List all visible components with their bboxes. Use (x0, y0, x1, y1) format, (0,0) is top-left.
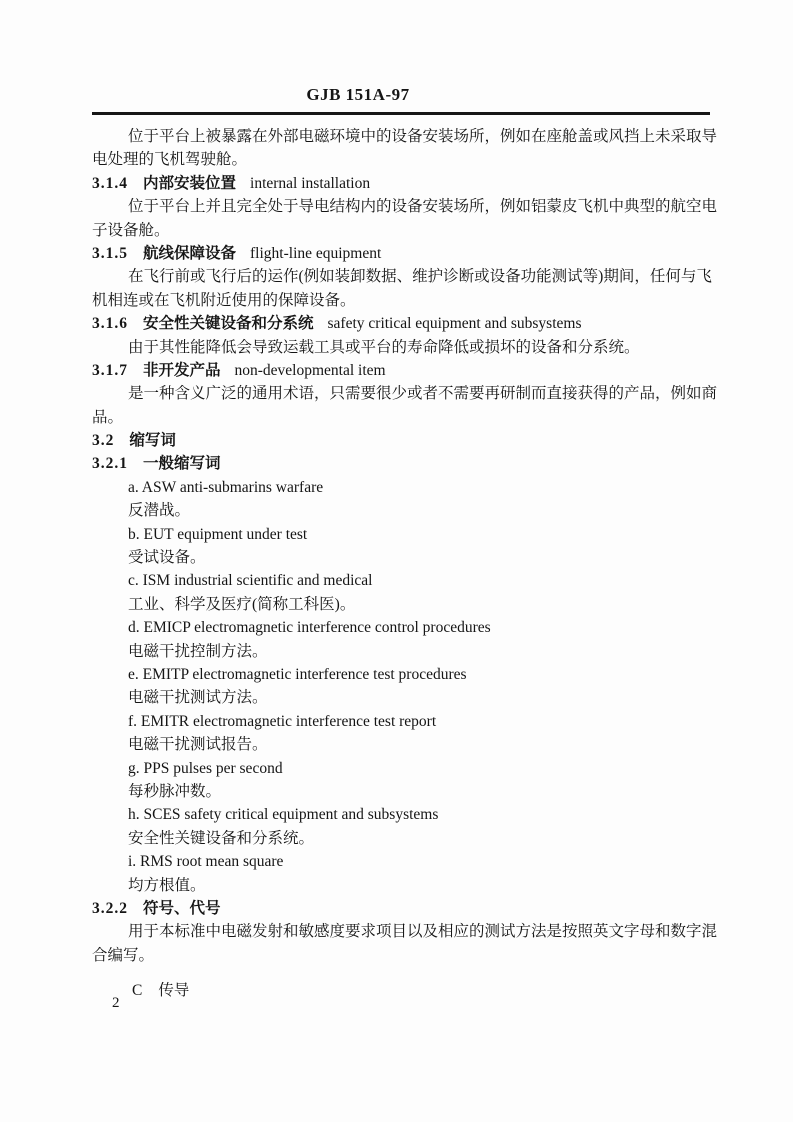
abbreviation-item (92, 663, 724, 710)
paragraph (92, 336, 724, 359)
abbreviation-zh: 每秒脉冲数。 (128, 782, 222, 800)
abbreviation-en: c. ISM industrial scientific and medical (128, 572, 373, 590)
abbreviation-item (92, 476, 724, 523)
clause-number: 3.2 (92, 432, 115, 450)
header-rule (92, 112, 710, 115)
clause-title-zh: 航线保障设备 (143, 244, 237, 262)
paragraph (92, 265, 724, 312)
abbreviation-item (92, 757, 724, 804)
clause-title-en: non-developmental item (234, 361, 386, 379)
abbreviation-item (92, 616, 724, 663)
clause-title-en: internal installation (250, 174, 371, 192)
clause-heading-3-1-6 (92, 312, 724, 335)
paragraph-line: 机相连或在飞机附近使用的保障设备。 (92, 291, 356, 309)
clause-heading-3-2-1 (92, 452, 724, 475)
clause-number: 3.1.6 (92, 315, 128, 333)
abbreviation-item (92, 710, 724, 757)
paragraph-line: 用于本标准中电磁发射和敏感度要求项目以及相应的测试方法是按照英文字母和数字混 (128, 923, 718, 941)
symbol-zh: 传导 (158, 982, 190, 1000)
document-code: GJB 151A-97 (306, 85, 410, 104)
paragraph-line: 位于平台上被暴露在外部电磁环境中的设备安装场所，例如在座舱盖或风挡上未采取导 (128, 128, 718, 145)
clause-heading-3-1-7 (92, 359, 724, 382)
abbreviation-en: a. ASW anti-submarins warfare (128, 478, 324, 496)
clause-number: 3.1.5 (92, 244, 128, 262)
abbreviation-zh: 工业、科学及医疗(简称工科医)。 (128, 595, 356, 613)
clause-heading-3-2-2 (92, 897, 724, 920)
abbreviation-en: e. EMITP electromagnetic interference test procedures (128, 665, 467, 683)
abbreviation-item (92, 569, 724, 616)
symbol-code: C (132, 982, 143, 1000)
paragraph-line: 电处理的飞机驾驶舱。 (92, 151, 248, 169)
abbreviation-zh: 受试设备。 (128, 549, 206, 567)
paragraph (92, 125, 724, 172)
abbreviation-item (92, 850, 724, 897)
clause-title-zh: 缩写词 (129, 432, 176, 450)
clause-title-zh: 非开发产品 (143, 361, 221, 379)
clause-title-zh: 符号、代号 (143, 899, 221, 917)
page-number: 2 (112, 995, 120, 1011)
abbreviation-en: f. EMITR electromagnetic interference test report (128, 712, 437, 730)
paragraph-line: 位于平台上并且完全处于导电结构内的设备安装场所，例如铝蒙皮飞机中典型的航空电 (128, 198, 718, 216)
clause-heading-3-2 (92, 429, 724, 452)
abbreviation-zh: 电磁干扰控制方法。 (128, 642, 268, 660)
clause-title-en: flight-line equipment (250, 244, 382, 262)
paragraph-line: 合编写。 (92, 946, 155, 964)
abbreviation-zh: 安全性关键设备和分系统。 (128, 829, 315, 847)
paragraph (92, 382, 724, 429)
clause-title-zh: 安全性关键设备和分系统 (143, 315, 314, 333)
abbreviation-en: d. EMICP electromagnetic interference control procedures (128, 619, 491, 637)
abbreviation-zh: 反潜战。 (128, 502, 191, 520)
clause-heading-3-1-5 (92, 242, 724, 265)
symbol-item (92, 979, 724, 1002)
clause-number: 3.2.1 (92, 455, 128, 473)
clause-number: 3.1.7 (92, 361, 128, 379)
abbreviation-en: h. SCES safety critical equipment and subsystems (128, 806, 439, 824)
abbreviation-zh: 电磁干扰测试报告。 (128, 736, 268, 754)
clause-title-en: safety critical equipment and subsystems (327, 315, 582, 333)
paragraph-line: 子设备舱。 (92, 221, 170, 239)
abbreviation-en: g. PPS pulses per second (128, 759, 283, 777)
paragraph-line: 由于其性能降低会导致运载工具或平台的寿命降低或损坏的设备和分系统。 (128, 338, 640, 356)
abbreviation-zh: 均方根值。 (128, 876, 206, 894)
clause-number: 3.2.2 (92, 899, 128, 917)
paragraph-line: 品。 (92, 408, 124, 426)
clause-title-zh: 一般缩写词 (143, 455, 221, 473)
clause-heading-3-1-4 (92, 172, 724, 195)
abbreviation-item (92, 523, 724, 570)
clause-number: 3.1.4 (92, 174, 128, 192)
document-body (92, 125, 724, 1002)
paragraph-line: 在飞行前或飞行后的运作(例如装卸数据、维护诊断或设备功能测试等)期间，任何与飞 (128, 268, 712, 286)
abbreviation-en: b. EUT equipment under test (128, 525, 308, 543)
paragraph (92, 920, 724, 967)
clause-title-zh: 内部安装位置 (143, 174, 237, 192)
abbreviation-en: i. RMS root mean square (128, 853, 284, 871)
paragraph-line: 是一种含义广泛的通用术语，只需要很少或者不需要再研制而直接获得的产品，例如商 (128, 385, 718, 403)
paragraph (92, 195, 724, 242)
abbreviation-zh: 电磁干扰测试方法。 (128, 689, 268, 707)
abbreviation-item (92, 803, 724, 850)
